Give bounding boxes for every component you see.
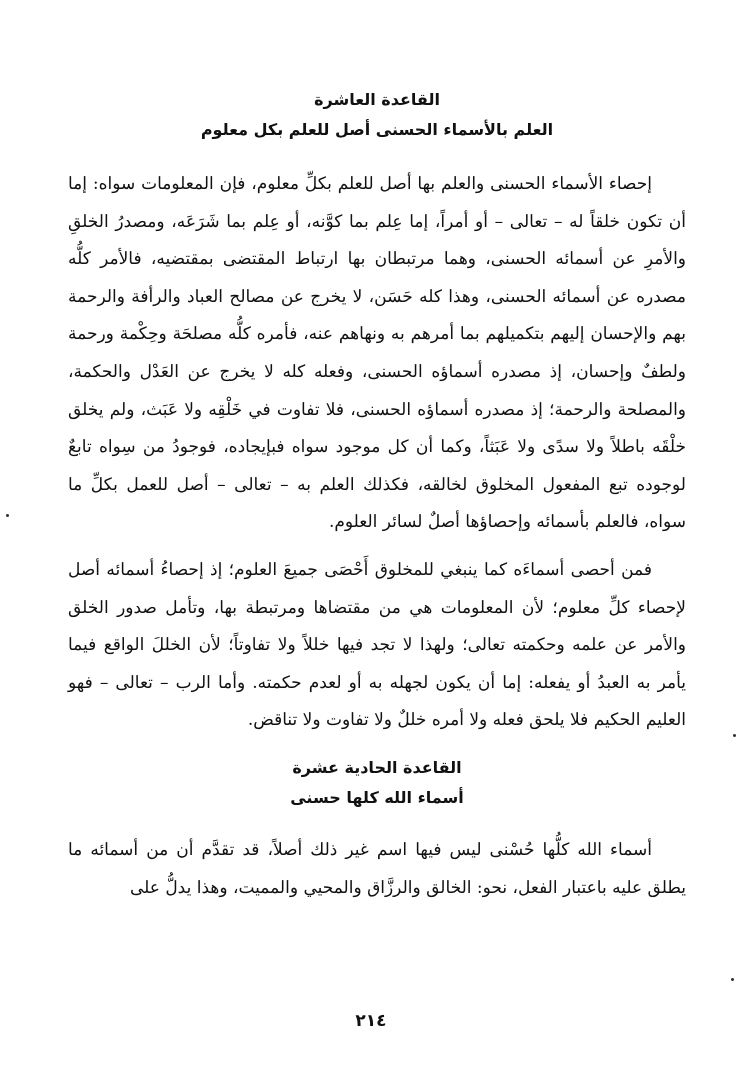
paragraph: فمن أحصى أسماءَه كما ينبغي للمخلوق أَحْصَى جميعَ العلوم؛ إذ إحصاءُ أسمائه أصل لإحصاء كلِّ معلوم؛ لأن المعلومات هي من مقتضاها ومرتبطة بها، وتأمل صدور الخلق والأمر عن علمه وحكمته تعالى؛ ولهذا لا تجد فيها خللاً ولا تفاوتاً؛ لأن الخللَ الواقع فيما يأمر به العبدُ أو يفعله: إما أن يكون لجهله به أو لعدم حكمته. وأما الرب – تعالى – فهو العليم الحكيم فلا يلحق فعله ولا أمره خللٌ ولا تفاوت ولا تناقض. <box>68 559 686 731</box>
section-rule-11 <box>68 756 686 907</box>
paragraph: أسماء الله كلُّها حُسْنى ليس فيها اسم غير ذلك أصلاً، قد تقدَّم أن من أسمائه ما يطلق عليه باعتبار الفعل، نحو: الخالق والرزَّاق والمحيي والمميت، وهذا يدلُّ على <box>68 839 686 898</box>
scan-speck <box>6 514 9 517</box>
section-title: القاعدة الحادية عشرة <box>292 757 462 777</box>
scan-speck <box>733 734 736 737</box>
paragraph: إحصاء الأسماء الحسنى والعلم بها أصل للعلم بكلِّ معلوم، فإن المعلومات سواه: إما أن تكون خلقاً له – تعالى – أو أمراً، إما عِلم بما كوَّنه، أو عِلم بما شَرَعَه، ومصدرُ الخلقِ والأمرِ عن أسمائه الحسنى، وهما مرتبطان بها ارتباط المقتضى بمقتضيه، فالأمر كلُّه مصدره عن أسمائه الحسنى، وهذا كله حَسَن، لا يخرج عن مصالح العباد والرأفة والرحمة بهم والإحسان إليهم بتكميلهم بما أمرهم به ونهاهم عنه، فأمره كلُّه مصلحَة وحِكْمة ورحمة ولطفٌ وإحسان، إذ مصدره أسماؤه الحسنى، وفعله كله لا يخرج عن العَدْل والحكمة، والمصلحة والرحمة؛ إذ مصدره أسماؤه الحسنى، فلا تفاوت في خَلْقِه ولا عَبَث، ولم يخلق خلْقَه باطلاً ولا سدًى ولا عَبَثاً، وكما أن كل موجود سواه فبإيجاده، فوجودُ من سِواه تابعٌ لوجوده تبع المفعول المخلوق لخالقه، فكذلك العلم به – تعالى – أصل للعمل بكلِّ ما سواه، فالعلم بأسمائه وإحصاؤها أصلٌ لسائر العلوم. <box>68 174 686 533</box>
section-rule-10 <box>68 88 686 740</box>
section-title: القاعدة العاشرة <box>314 90 440 109</box>
scan-speck <box>731 978 734 981</box>
page-body <box>68 70 686 907</box>
section-subtitle: العلم بالأسماء الحسنى أصل للعلم بكل معلوم <box>200 120 554 139</box>
section-subtitle: أسماء الله كلها حسنى <box>290 787 464 807</box>
page-number: ٢١٤ <box>355 1011 387 1031</box>
